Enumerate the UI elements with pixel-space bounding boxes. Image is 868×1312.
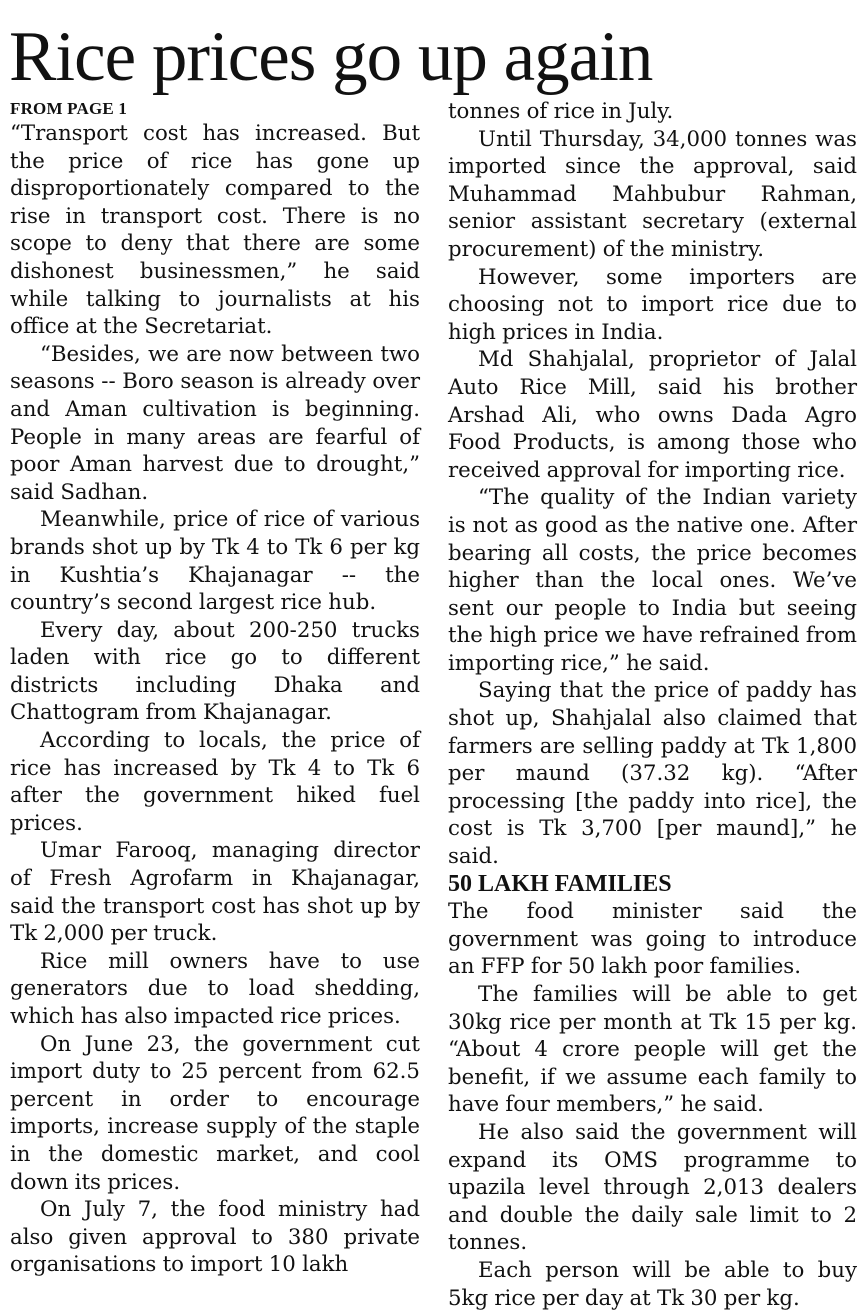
paragraph: Saying that the price of paddy has shot up, Shahjalal also claimed that farmers are selling paddy at Tk 1,800 per maund (37.32 kg). “After processing [the paddy into rice], the cost is Tk 3,700 [per maund],” he said. bbox=[448, 678, 857, 870]
paragraph: Meanwhile, price of rice of various brands shot up by Tk 4 to Tk 6 per kg in Kushtia’s Khajanagar -- the country’s second largest rice hub. bbox=[10, 507, 420, 616]
paragraph: Until Thursday, 34,000 tonnes was imported since the approval, said Muhammad Mahbubur Rahman, senior assistant secretary (external procurement) of the ministry. bbox=[448, 126, 857, 262]
paragraph: According to locals, the price of rice has increased by Tk 4 to Tk 6 after the government hiked fuel prices. bbox=[10, 728, 420, 836]
paragraph: On June 23, the government cut import duty to 25 percent from 62.5 percent in order to encourage imports, increase supply of the staple in the domestic market, and cool down its prices. bbox=[10, 1031, 420, 1195]
article-column-left bbox=[10, 98, 420, 1279]
paragraph: He also said the government will expand its OMS programme to upazila level through 2,013 dealers and double the daily sale limit to 2 tonnes. bbox=[448, 1119, 857, 1256]
paragraph: tonnes of rice in July. bbox=[448, 99, 674, 124]
paragraph: “Transport cost has increased. But the price of rice has gone up disproportionately compared to the rise in transport cost. There is no scope to deny that there are some dishonest businessmen,” he said while talking to journalists at his office at the Secretariat. bbox=[10, 121, 420, 340]
article-column-right bbox=[448, 98, 857, 1312]
paragraph: However, some importers are choosing not to import rice due to high prices in India. bbox=[448, 264, 857, 345]
paragraph: Each person will be able to buy 5kg rice per day at Tk 30 per kg. bbox=[448, 1257, 857, 1311]
paragraph: The food minister said the government was going to introduce an FFP for 50 lakh poor families. bbox=[448, 899, 857, 980]
subheading: 50 LAKH FAMILIES bbox=[448, 870, 672, 897]
paragraph: “Besides, we are now between two seasons -- Boro season is already over and Aman cultivation is beginning. People in many areas are fearful of poor Aman harvest due to drought,” said Sadhan. bbox=[10, 341, 420, 505]
paragraph: Umar Farooq, managing director of Fresh Agrofarm in Khajanagar, said the transport cost has shot up by Tk 2,000 per truck. bbox=[10, 838, 420, 947]
paragraph: Every day, about 200-250 trucks laden with rice go to different districts including Dhaka and Chattogram from Khajanagar. bbox=[10, 617, 420, 726]
paragraph: On July 7, the food ministry had also given approval to 380 private organisations to import 10 lakh bbox=[10, 1197, 420, 1278]
paragraph: “The quality of the Indian variety is not as good as the native one. After bearing all costs, the price becomes higher than the local ones. We’ve sent our people to India but seeing the high price we have refrained from importing rice,” he said. bbox=[448, 485, 857, 676]
headline: Rice prices go up again bbox=[9, 18, 653, 96]
paragraph: Md Shahjalal, proprietor of Jalal Auto Rice Mill, said his brother Arshad Ali, who owns Dada Agro Food Products, is among those who received approval for importing rice. bbox=[448, 347, 857, 483]
paragraph: Rice mill owners have to use generators due to load shedding, which has also impacted rice prices. bbox=[10, 948, 420, 1029]
kicker: FROM PAGE 1 bbox=[10, 99, 128, 118]
paragraph: The families will be able to get 30kg rice per month at Tk 15 per kg. “About 4 crore people will get the benefit, if we assume each family to have four members,” he said. bbox=[448, 982, 857, 1118]
